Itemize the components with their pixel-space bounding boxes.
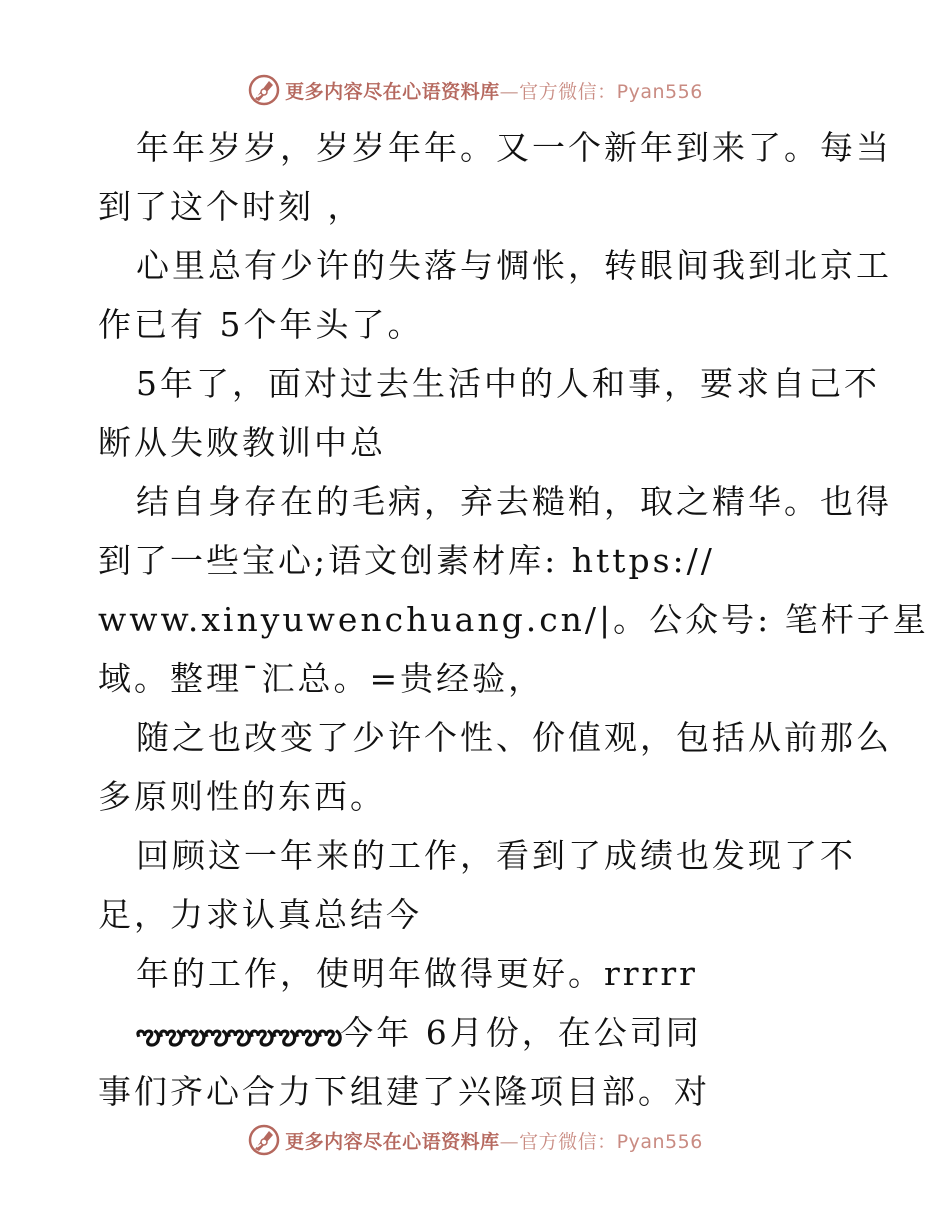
banner-main-text: 更多内容尽在心语资料库 <box>285 1130 500 1153</box>
text-line: 年的工作，使明年做得更好。rrrrr <box>136 954 698 993</box>
text-line: 足，力求认真总结今 <box>98 895 422 934</box>
banner-dash: — <box>499 1130 520 1153</box>
text-line: 年年岁岁，岁岁年年。又一个新年到来了。每当 <box>136 128 892 167</box>
banner-dash: — <box>499 80 520 103</box>
text-line: 作已有 5个年头了。 <box>98 305 424 344</box>
quill-pen-logo-icon <box>247 1123 281 1157</box>
header-banner <box>0 70 950 110</box>
text-line: 域。整理¯汇总。=贵经验， <box>98 659 545 698</box>
text-line-tail: 今年 6月份，在公司同 <box>340 1013 702 1052</box>
quill-pen-logo-icon <box>247 73 281 107</box>
document-body <box>98 118 929 1121</box>
text-line: 随之也改变了少许个性、价值观，包括从前那么 <box>136 718 892 757</box>
footer-banner <box>0 1120 950 1160</box>
text-line: 断从失败教训中总 <box>98 423 386 462</box>
banner-main-text: 更多内容尽在心语资料库 <box>285 80 500 103</box>
ornament-glyphs: ఌఌఌఌఌఌఌఌఌ <box>136 1018 341 1051</box>
text-line: 事们齐心合力下组建了兴隆项目部。对 <box>98 1072 710 1111</box>
text-line: 5年了，面对过去生活中的人和事，要求自己不 <box>136 364 880 403</box>
text-line: www.xinyuwenchuang.cn/|。公众号: 笔杆子星 <box>98 600 929 639</box>
text-line: 心里总有少许的失落与惆怅，转眼间我到北京工 <box>136 246 892 285</box>
banner-wechat-text: 官方微信：Pyan556 <box>519 80 703 103</box>
text-line-ornament <box>98 1003 868 1062</box>
text-line: 结自身存在的毛病，弃去糙粕，取之精华。也得 <box>136 482 892 521</box>
text-line: 到了这个时刻 ， <box>98 187 364 226</box>
text-line: 回顾这一年来的工作，看到了成绩也发现了不 <box>136 836 856 875</box>
text-line: 到了一些宝心;语文创素材库: https:// <box>98 541 715 580</box>
text-line: 多原则性的东西。 <box>98 777 386 816</box>
banner-wechat-text: 官方微信：Pyan556 <box>519 1130 703 1153</box>
